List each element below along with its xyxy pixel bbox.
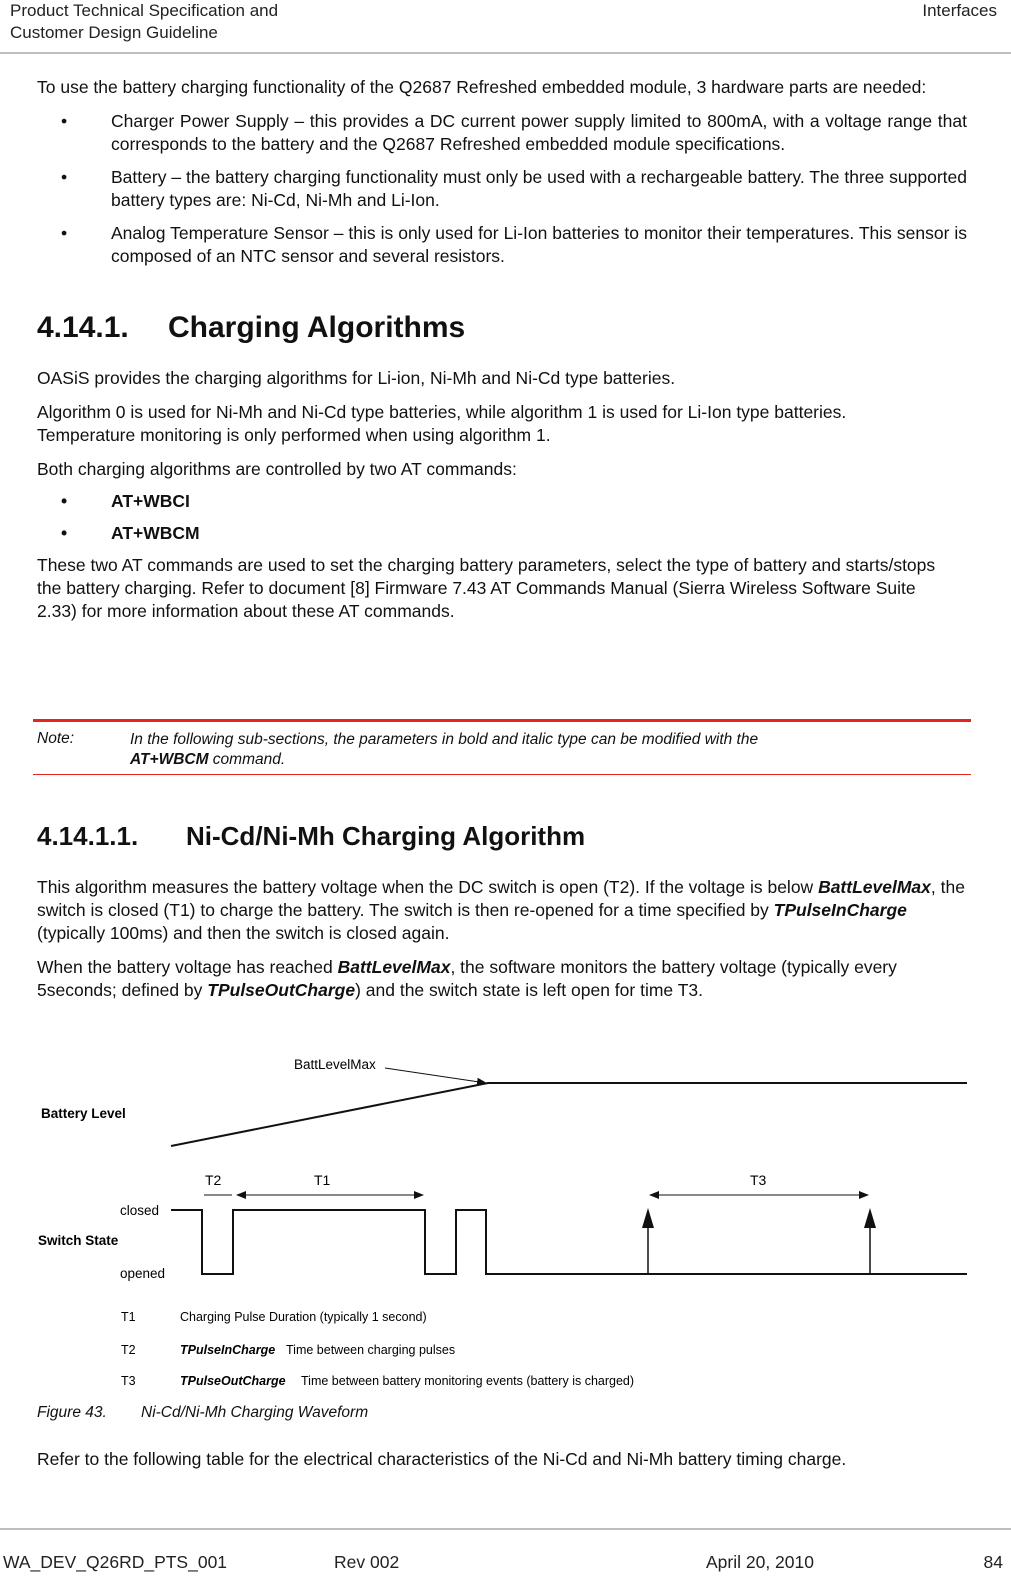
- bullet-text: Charger Power Supply – this provides a DC current power supply limited to 800mA, with a voltage range that corresponds to the battery and the Q2687 Refreshed embedded module specifications.: [111, 111, 967, 154]
- header-doc-title: [10, 0, 278, 44]
- text-run: ) and the switch state is left open for time T3.: [355, 980, 703, 1000]
- legend-param: TPulseOutCharge: [180, 1374, 286, 1388]
- legend-desc: Time between charging pulses: [286, 1343, 456, 1357]
- command-item-wbci: [37, 490, 967, 513]
- para-algo-monitor: [37, 956, 972, 1002]
- battery-level-label: Battery Level: [41, 1106, 126, 1121]
- page-header: [0, 0, 1011, 54]
- page-footer: [0, 1528, 1011, 1585]
- monitor-event-arrow: [642, 1208, 654, 1228]
- legend-desc: Charging Pulse Duration (typically 1 second): [180, 1310, 427, 1324]
- t1-label: T1: [314, 1172, 331, 1188]
- para-table-reference: Refer to the following table for the electrical characteristics of the Ni-Cd and Ni-Mh battery timing charge.: [37, 1449, 847, 1469]
- note-command: AT+WBCM: [130, 751, 209, 768]
- note-text: [130, 730, 950, 770]
- command-item-wbcm: [37, 522, 967, 545]
- bullet-text: Analog Temperature Sensor – this is only used for Li-Ion batteries to monitor their temperatures. This sensor is composed of an NTC sensor and several resistors.: [111, 223, 967, 266]
- bullet-symbol: •: [61, 523, 68, 543]
- subsection-title: Ni-Cd/Ni-Mh Charging Algorithm: [186, 821, 586, 851]
- t3-label: T3: [750, 1172, 767, 1188]
- section-number: 4.14.1.: [37, 311, 129, 344]
- header-title-line1: Product Technical Specification and: [10, 1, 279, 20]
- figure-number: Figure 43.: [37, 1404, 107, 1421]
- section-heading: [37, 310, 967, 346]
- batt-level-max-pointer: [385, 1068, 486, 1083]
- charging-waveform-figure: [30, 1048, 980, 1396]
- bullet-item-sensor: [37, 222, 967, 268]
- footer-page-number: 84: [983, 1552, 1003, 1572]
- header-title-line2: Customer Design Guideline: [10, 23, 218, 42]
- bullet-text: Battery – the battery charging functionality must only be used with a rechargeable battery. The three supported battery types are: Ni-Cd, Ni-Mh and Li-Ion.: [111, 167, 967, 210]
- closed-label: closed: [120, 1203, 160, 1218]
- bullet-symbol: •: [61, 491, 68, 511]
- bullet-item-battery: [37, 166, 967, 212]
- figure-title: Ni-Cd/Ni-Mh Charging Waveform: [141, 1404, 369, 1421]
- footer-doc-id: WA_DEV_Q26RD_PTS_001: [3, 1552, 228, 1572]
- legend-key: T2: [121, 1343, 136, 1357]
- command-text: AT+WBCM: [111, 523, 200, 543]
- note-label: Note:: [37, 730, 75, 747]
- text-run: When the battery voltage has reached: [37, 957, 338, 977]
- note-box: [33, 719, 971, 775]
- note-text-main: In the following sub-sections, the parameters in bold and italic type can be modified with the: [130, 731, 759, 748]
- intro-paragraph: To use the battery charging functionality of the Q2687 Refreshed embedded module, 3 hardware parts are needed:: [37, 77, 927, 97]
- bullet-symbol: •: [61, 167, 68, 187]
- command-text: AT+WBCI: [111, 491, 190, 511]
- footer-revision: Rev 002: [334, 1552, 400, 1572]
- para-oasis: OASiS provides the charging algorithms for Li-ion, Ni-Mh and Ni-Cd type batteries.: [37, 368, 676, 388]
- bullet-symbol: •: [61, 223, 68, 243]
- param-batt-level-max: BattLevelMax: [818, 877, 931, 897]
- bullet-symbol: •: [61, 111, 68, 131]
- text-run: (typically 100ms) and then the switch is closed again.: [37, 923, 450, 943]
- param-batt-level-max: BattLevelMax: [337, 957, 451, 977]
- para-algorithms: Algorithm 0 is used for Ni-Mh and Ni-Cd type batteries, while algorithm 1 is used for Li-Ion type batteries. Temperature monitoring is only performed when using algorithm 1.: [37, 402, 847, 445]
- text-run: , the switch is closed (T1) to charge the battery. The switch is then re-opened for a time specified by: [37, 877, 965, 920]
- figure-legend: [121, 1310, 634, 1388]
- batt-level-max-label: BattLevelMax: [294, 1057, 376, 1072]
- para-algo-measure: [37, 876, 972, 945]
- legend-key: T1: [121, 1310, 136, 1324]
- section-title: Charging Algorithms: [168, 311, 466, 344]
- text-run: , the software monitors the battery voltage (typically every 5seconds; defined by: [37, 957, 897, 1000]
- monitor-event-arrow: [864, 1208, 876, 1228]
- para-at-commands: Both charging algorithms are controlled by two AT commands:: [37, 459, 517, 479]
- note-text-end: command.: [208, 751, 286, 768]
- param-tpulse-out-charge: TPulseOutCharge: [207, 980, 356, 1000]
- legend-key: T3: [121, 1374, 136, 1388]
- t2-label: T2: [205, 1172, 222, 1188]
- switch-state-waveform: [171, 1210, 967, 1274]
- footer-date: April 20, 2010: [706, 1552, 814, 1572]
- subsection-heading: [37, 820, 977, 852]
- param-tpulse-in-charge: TPulseInCharge: [773, 900, 907, 920]
- figure-caption: [37, 1404, 368, 1422]
- bullet-item-charger: [37, 110, 967, 156]
- page-body: [37, 76, 967, 623]
- switch-state-label: Switch State: [38, 1233, 119, 1248]
- opened-label: opened: [120, 1266, 166, 1281]
- legend-desc: Time between battery monitoring events (battery is charged): [301, 1374, 635, 1388]
- text-run: This algorithm measures the battery voltage when the DC switch is open (T2). If the voltage is below: [37, 877, 819, 897]
- header-chapter: Interfaces: [922, 1, 997, 20]
- subsection-block: [37, 820, 977, 1002]
- battery-level-curve: [171, 1083, 967, 1146]
- para-commands-usage: These two AT commands are used to set the charging battery parameters, select the type of battery and starts/stops the battery charging. Refer to document [8] Firmware 7.43 AT Commands Manual (Sierra Wireless Software Suite 2.33) for more information about these AT commands.: [37, 555, 936, 621]
- subsection-number: 4.14.1.1.: [37, 821, 139, 851]
- legend-param: TPulseInCharge: [180, 1343, 276, 1357]
